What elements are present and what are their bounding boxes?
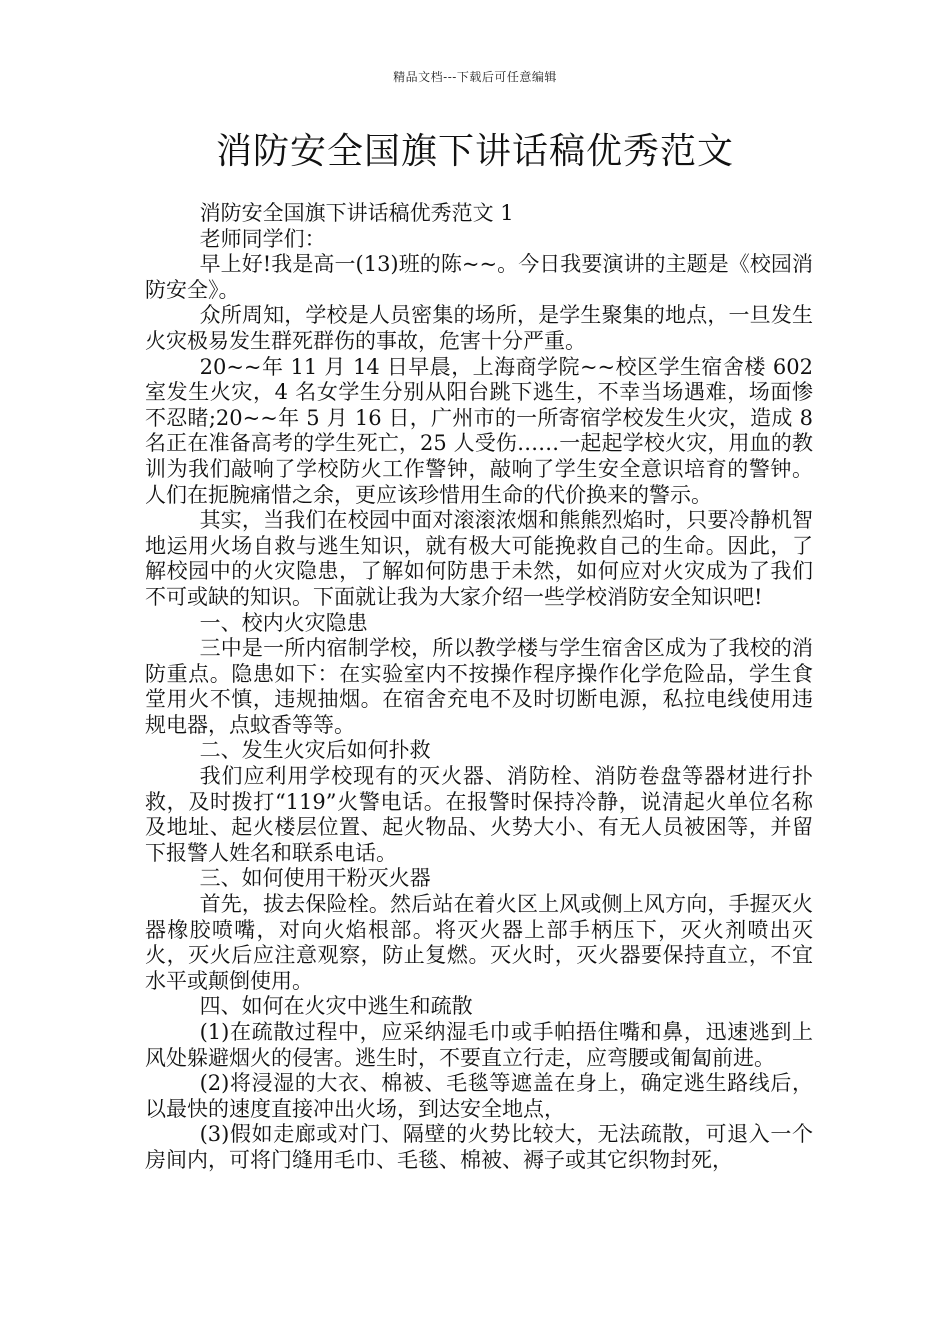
section-heading: 二、发生火灾后如何扑救	[199, 738, 431, 763]
paragraph: 其实，当我们在校园中面对滚滚浓烟和熊熊烈焰时，只要冷静机智地运用火场自救与逃生知识，就有极大可能挽救自己的生命。因此，了解校园中的火灾隐患，了解如何防患于未然，如何应对火灾成为了我们不可或缺的知识。下面就让我为大家介绍一些学校消防安全知识吧!	[145, 508, 813, 609]
section-heading: 四、如何在火灾中逃生和疏散	[199, 994, 473, 1019]
paragraph: 早上好!我是高一(13)班的陈~~。今日我要演讲的主题是《校园消防安全》。	[145, 252, 813, 302]
paragraph: (2)将浸湿的大衣、棉被、毛毯等遮盖在身上，确定逃生路线后，以最快的速度直接冲出火场，到达安全地点，	[145, 1071, 813, 1121]
paragraph: 消防安全国旗下讲话稿优秀范文 1	[199, 201, 514, 225]
paragraph: 三中是一所内宿制学校，所以教学楼与学生宿舍区成为了我校的消防重点。隐患如下：在实验室内不按操作程序操作化学危险品，学生食堂用火不慎，违规抽烟。在宿舍充电不及时切断电源，私拉电线使用违规电器，点蚊香等等。	[145, 636, 813, 737]
paragraph: 我们应利用学校现有的灭火器、消防栓、消防卷盘等器材进行扑救，及时拨打“119”火警电话。在报警时保持冷静，说清起火单位名称及地址、起火楼层位置、起火物品、火势大小、有无人员被困等，并留下报警人姓名和联系电话。	[145, 764, 813, 865]
header-note: 精品文档---下载后可任意编辑	[393, 70, 557, 84]
paragraph: (1)在疏散过程中，应采纳湿毛巾或手帕捂住嘴和鼻，迅速逃到上风处躲避烟火的侵害。逃生时，不要直立行走，应弯腰或匍匐前进。	[145, 1020, 813, 1070]
paragraph: 20~~年 11 月 14 日早晨，上海商学院~~校区学生宿舍楼 602 室发生火灾，4 名女学生分别从阳台跳下逃生，不幸当场遇难，场面惨不忍睹;20~~年 5 月 16 日，广州市的一所寄宿学校发生火灾，造成 8 名正在准备高考的学生死亡，25 人受伤……一起起学校火灾，用血的教训为我们敲响了学校防火工作警钟，敲响了学生安全意识培育的警钟。人们在扼腕痛惜之余，更应该珍惜用生命的代价换来的警示。	[145, 354, 813, 507]
paragraph: 首先，拔去保险栓。然后站在着火区上风或侧上风方向，手握灭火器橡胶喷嘴，对向火焰根部。将灭火器上部手柄压下，灭火剂喷出灭火，灭火后应注意观察，防止复燃。灭火时，灭火器要保持直立，不宜水平或颠倒使用。	[145, 892, 813, 993]
document-body	[145, 201, 813, 1174]
document-title: 消防安全国旗下讲话稿优秀范文	[215, 131, 734, 172]
paragraph: 众所周知，学校是人员密集的场所，是学生聚集的地点，一旦发生火灾极易发生群死群伤的事故，危害十分严重。	[145, 303, 813, 353]
section-heading: 一、校内火灾隐患	[199, 610, 368, 635]
paragraph: 老师同学们：	[199, 226, 326, 251]
section-heading: 三、如何使用干粉灭火器	[199, 866, 431, 891]
paragraph: (3)假如走廊或对门、隔壁的火势比较大，无法疏散，可退入一个房间内，可将门缝用毛巾、毛毯、棉被、褥子或其它织物封死，	[145, 1122, 813, 1172]
